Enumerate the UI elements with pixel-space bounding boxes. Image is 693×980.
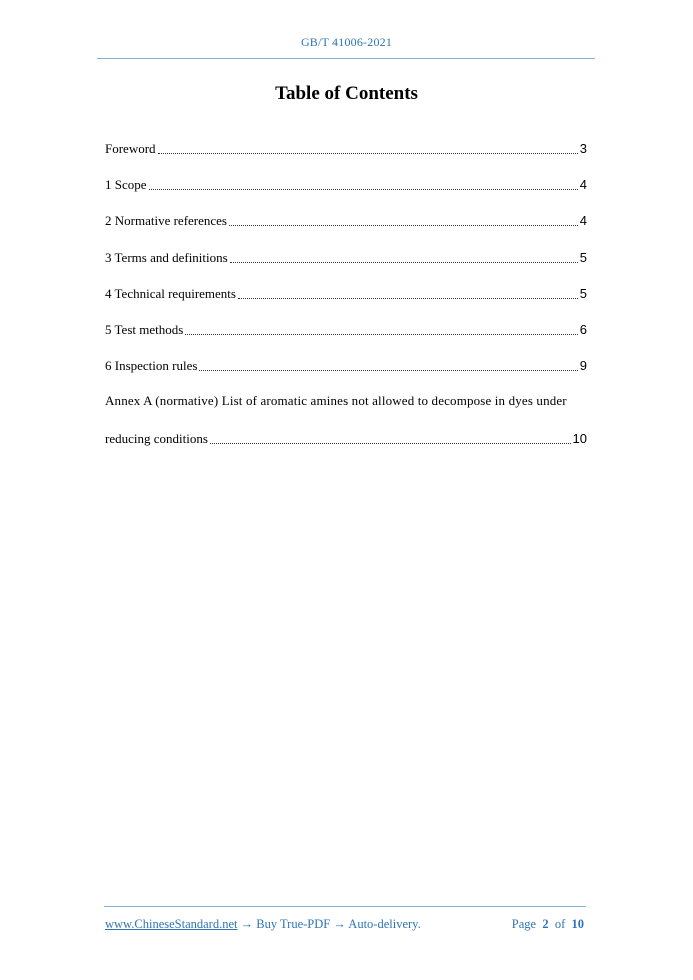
toc-entry-test-methods[interactable] xyxy=(105,320,587,338)
toc-entry-page: 4 xyxy=(579,177,587,192)
toc-entry-technical-requirements[interactable] xyxy=(105,284,587,302)
toc-entry-label: reducing conditions xyxy=(105,431,208,446)
toc-dot-leader xyxy=(185,333,577,335)
toc-dot-leader xyxy=(158,152,578,154)
page-title: Table of Contents xyxy=(275,83,418,104)
toc-entry-normative-references[interactable] xyxy=(105,211,587,229)
toc-entry-label: 3 Terms and definitions xyxy=(105,250,228,265)
toc-dot-leader xyxy=(238,297,578,299)
footer-divider xyxy=(104,906,586,907)
site-link[interactable]: www.ChineseStandard.net xyxy=(105,917,238,931)
toc-dot-leader xyxy=(229,224,578,226)
toc-entry-page: 3 xyxy=(579,141,587,156)
page-word: Page xyxy=(511,917,537,931)
toc-entry-label: 5 Test methods xyxy=(105,322,184,337)
toc-entry-label: 6 Inspection rules xyxy=(105,358,198,373)
total-pages-number: 10 xyxy=(571,917,584,931)
page-indicator xyxy=(512,917,584,932)
footer-promo xyxy=(105,917,421,932)
toc-entry-page: 5 xyxy=(579,250,587,265)
toc-entry-page: 6 xyxy=(579,322,587,337)
toc-dot-leader xyxy=(199,369,577,371)
toc-entry-label: 1 Scope xyxy=(105,177,147,192)
header-standard-code: GB/T 41006-2021 xyxy=(300,35,393,49)
toc-entry-page: 10 xyxy=(572,431,587,446)
toc-dot-leader xyxy=(230,261,578,263)
toc-entry-page: 9 xyxy=(579,358,587,373)
toc-entry-terms-definitions[interactable] xyxy=(105,248,587,266)
toc-entry-page: 5 xyxy=(579,286,587,301)
toc-entry-foreword[interactable] xyxy=(105,139,587,157)
current-page-number: 2 xyxy=(542,917,549,931)
toc-entry-label: 2 Normative references xyxy=(105,213,227,228)
toc-dot-leader xyxy=(210,442,571,444)
toc-entry-label: 4 Technical requirements xyxy=(105,286,236,301)
toc-dot-leader xyxy=(149,188,578,190)
toc-entry-page: 4 xyxy=(579,213,587,228)
footer-promo-text: → Buy True-PDF → Auto-delivery. xyxy=(240,917,421,931)
toc-entry-annex-a-line1[interactable]: Annex A (normative) List of aromatic amines not allowed to decompose in dyes under xyxy=(105,393,567,408)
page-of-word: of xyxy=(554,917,566,931)
toc-entry-annex-a[interactable] xyxy=(105,429,587,447)
toc-entry-inspection-rules[interactable] xyxy=(105,356,587,374)
toc-entry-scope[interactable] xyxy=(105,175,587,193)
toc-entry-label: Foreword xyxy=(105,141,156,156)
